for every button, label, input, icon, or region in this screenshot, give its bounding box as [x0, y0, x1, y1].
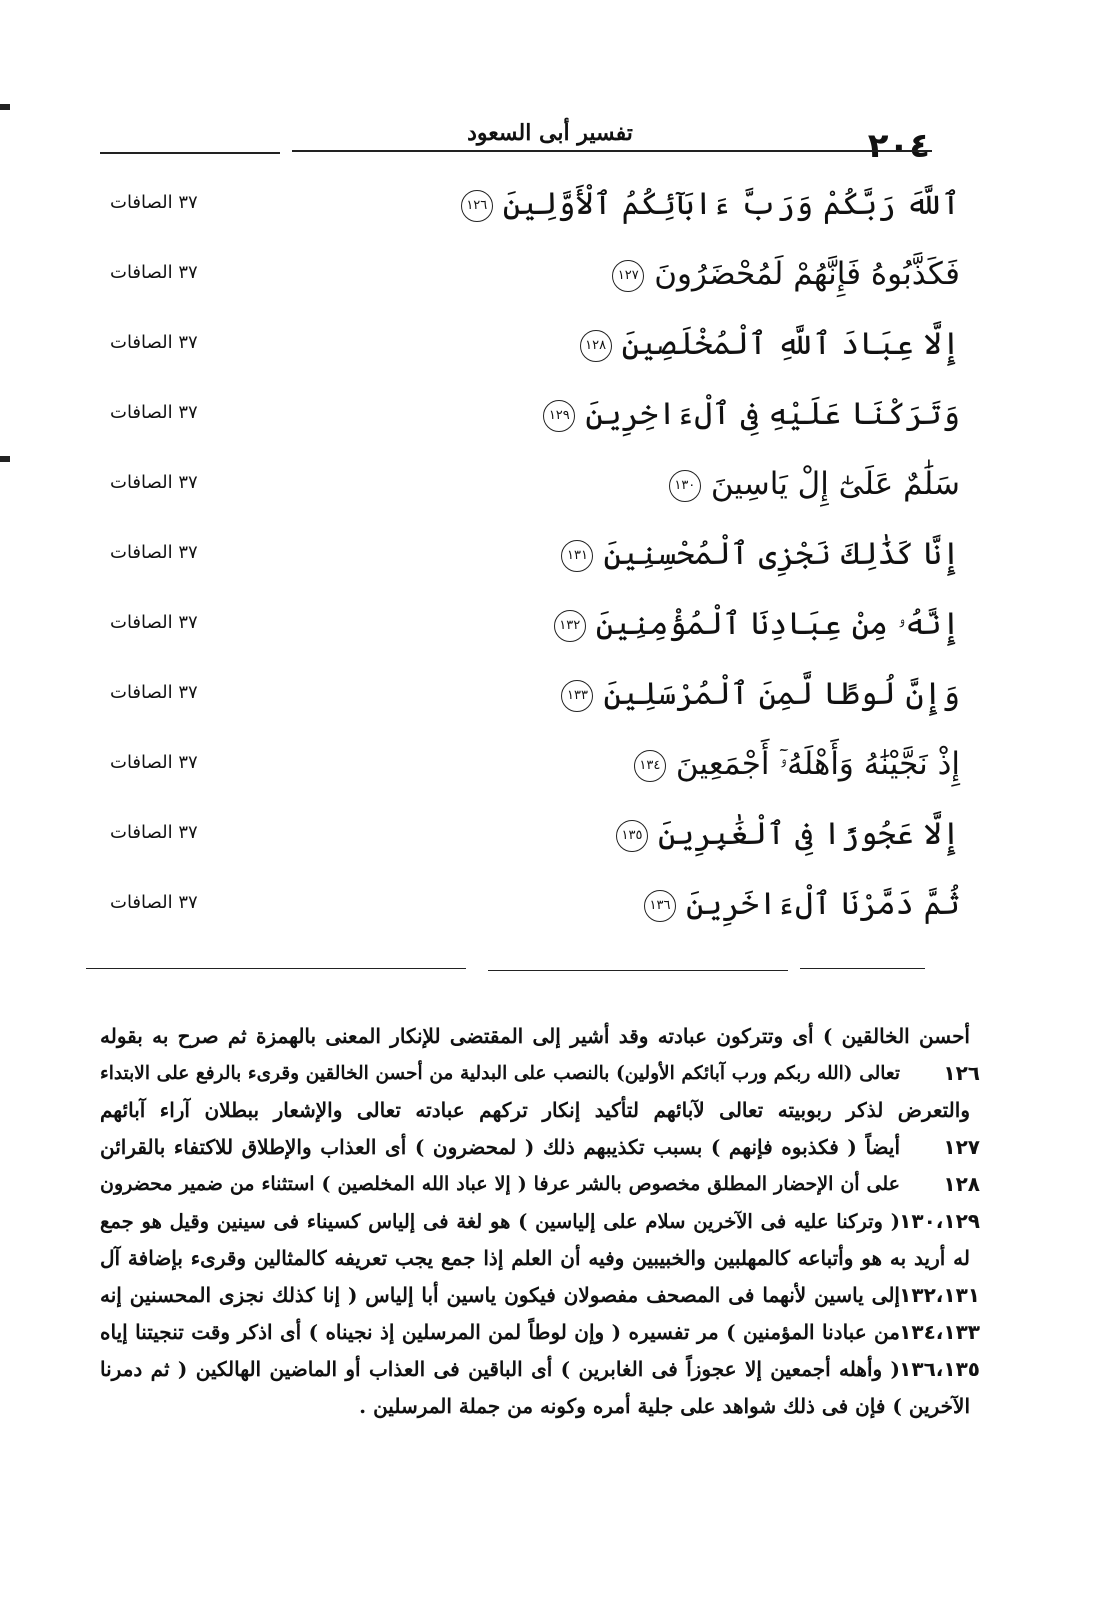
commentary-line	[90, 1092, 970, 1129]
verse-number-marker: ١٣٤	[634, 750, 666, 782]
verse-text	[461, 186, 960, 222]
header-rule	[292, 150, 932, 152]
commentary-line	[90, 1129, 980, 1166]
commentary-text: على أن الإحضار المطلق مخصوص بالشر عرفا ( إلا عباد الله المخلصين ) استثناء من ضمير محضرون	[100, 1173, 900, 1195]
verse-body: إِلَّا عِبَادَ ٱللَّهِ ٱلْمُخْلَصِينَ	[621, 326, 960, 362]
commentary-text: تعالى (الله ربكم ورب آبائكم الأولين) بالنصب على البدلية من أحسن الخالقين وقرىء بالرفع على الابتداء	[100, 1063, 900, 1084]
page-number: ٢٠٤	[867, 126, 930, 166]
verse-row	[100, 180, 960, 250]
verse-body: وَإِنَّ لُوطًا لَّمِنَ ٱلْمُرْسَلِينَ	[603, 676, 960, 712]
verse-text	[580, 326, 960, 362]
surah-reference: ٣٧ الصافات	[110, 262, 198, 283]
surah-reference: ٣٧ الصافات	[110, 752, 198, 773]
verse-text	[644, 886, 960, 922]
surah-reference: ٣٧ الصافات	[110, 822, 198, 843]
verse-body: إِلَّا عَجُوزًا فِى ٱلْغَٰبِرِينَ	[657, 816, 960, 852]
verse-range-reference: ١٢٧	[943, 1135, 980, 1159]
scan-mark	[0, 104, 10, 110]
verse-number-marker: ١٣٥	[616, 820, 648, 852]
verse-body: وَتَرَكْنَا عَلَيْهِ فِى ٱلْءَاخِرِينَ	[585, 396, 960, 432]
commentary-text: له أريد به هو وأتباعه كالمهلبين والخبيبين وفيه أن العلم إذا جمع يجب تعريفه كالمثالين وقرىء بإضافة آل	[100, 1246, 970, 1270]
commentary-text: ( وتركنا عليه فى الآخرين سلام على إلياسين ) هو لغة فى إلياس كسيناء فى سينين وقيل هو جمع	[100, 1210, 900, 1233]
commentary-text: أيضاً ( فكذبوه فإنهم ) بسبب تكذيبهم ذلك ( لمحضرون ) أى العذاب والإطلاق للاكتفاء بالقرائن	[100, 1135, 900, 1159]
verse-number-marker: ١٣٠	[669, 470, 701, 502]
separator-rule	[86, 968, 466, 969]
verse-row	[100, 320, 960, 390]
running-title: تفسير أبى السعود	[467, 120, 633, 146]
commentary-text: والتعرض لذكر ربوبيته تعالى لآبائهم لتأكيد إنكار تركهم عبادته تعالى والإشعار ببطلان آراء آبائهم	[100, 1098, 970, 1122]
surah-reference: ٣٧ الصافات	[110, 682, 198, 703]
header-rule	[100, 152, 280, 154]
commentary-text: أحسن الخالقين ) أى وتتركون عبادته وقد أشير إلى المقتضى للإنكار المعنى بالهمزة ثم صرح به بقوله	[100, 1024, 970, 1048]
commentary-block	[90, 1018, 980, 1425]
verse-row	[100, 670, 960, 740]
verse-row	[100, 250, 960, 320]
commentary-line	[90, 1240, 970, 1277]
verse-row	[100, 880, 960, 950]
verse-row	[100, 740, 960, 810]
commentary-line	[90, 1203, 980, 1240]
verse-row	[100, 530, 960, 600]
surah-reference: ٣٧ الصافات	[110, 402, 198, 423]
verse-text	[616, 816, 960, 852]
verse-range-reference: ١٢٨	[943, 1172, 980, 1196]
verse-body: فَكَذَّبُوهُ فَإِنَّهُمْ لَمُحْضَرُونَ	[654, 256, 960, 292]
commentary-line	[90, 1166, 980, 1203]
verse-body: إِنَّهُۥ مِنْ عِبَادِنَا ٱلْمُؤْمِنِينَ	[595, 606, 960, 642]
verse-text	[554, 606, 960, 643]
surah-reference: ٣٧ الصافات	[110, 472, 198, 493]
verse-body: سَلَٰمٌ عَلَىٰٓ إِلْ يَاسِينَ	[710, 466, 960, 502]
commentary-line	[90, 1018, 970, 1055]
verse-range-reference: ١٢٦	[943, 1061, 980, 1085]
verse-body: إِذْ نَجَّيْنَٰهُ وَأَهْلَهُۥٓ أَجْمَعِينَ	[675, 746, 960, 782]
verse-text	[669, 466, 960, 502]
verse-number-marker: ١٢٦	[461, 190, 493, 222]
scan-mark	[0, 456, 10, 462]
verse-text	[634, 746, 960, 783]
separator-rule	[488, 970, 788, 971]
verse-number-marker: ١٣٦	[644, 890, 676, 922]
surah-reference: ٣٧ الصافات	[110, 332, 198, 353]
verse-range-reference: ١٣٠،١٢٩	[899, 1209, 980, 1233]
verse-range-reference: ١٣٢،١٣١	[899, 1283, 980, 1307]
commentary-line	[90, 1277, 980, 1314]
verse-text	[612, 256, 960, 292]
verse-number-marker: ١٣٣	[561, 680, 593, 712]
verse-row	[100, 810, 960, 880]
verse-row	[100, 390, 960, 460]
verse-range-reference: ١٣٦،١٣٥	[899, 1357, 980, 1381]
commentary-text: إلى ياسين لأنهما فى المصحف مفصولان فيكون ياسين أبا إلياس ( إنا كذلك نجزى المحسنين إنه	[100, 1283, 900, 1307]
commentary-line	[90, 1055, 980, 1092]
surah-reference: ٣٧ الصافات	[110, 542, 198, 563]
verse-range-reference: ١٣٤،١٣٣	[899, 1320, 980, 1344]
commentary-text: من عبادنا المؤمنين ) مر تفسيره ( وإن لوطاً لمن المرسلين إذ نجيناه ) أى اذكر وقت تنجيتنا إياه	[100, 1320, 900, 1344]
commentary-text: الآخرين ) فإن فى ذلك شواهد على جلية أمره وكونه من جملة المرسلين .	[359, 1394, 970, 1418]
verse-body: ٱللَّهَ رَبَّكُمْ وَرَبَّ ءَابَآئِكُمُ ٱلْأَوَّلِينَ	[502, 186, 960, 222]
separator-rule	[800, 968, 925, 969]
surah-reference: ٣٧ الصافات	[110, 192, 198, 213]
page-header	[100, 108, 960, 168]
verse-row	[100, 600, 960, 670]
verse-list	[100, 180, 960, 1010]
commentary-line	[90, 1388, 970, 1425]
verse-number-marker: ١٣١	[561, 540, 593, 572]
verse-number-marker: ١٣٢	[554, 610, 586, 642]
verse-body: ثُمَّ دَمَّرْنَا ٱلْءَاخَرِينَ	[685, 886, 960, 922]
verse-body: إِنَّا كَذَٰلِكَ نَجْزِى ٱلْمُحْسِنِينَ	[603, 536, 960, 572]
surah-reference: ٣٧ الصافات	[110, 612, 198, 633]
commentary-line	[90, 1314, 980, 1351]
verse-text	[561, 536, 960, 572]
verse-text	[543, 396, 960, 432]
verse-row	[100, 460, 960, 530]
verse-number-marker: ١٢٨	[580, 330, 612, 362]
verse-number-marker: ١٢٧	[612, 260, 644, 292]
commentary-text: ( وأهله أجمعين إلا عجوزاً فى الغابرين ) أى الباقين فى العذاب أو الماضين الهالكين ( ثم دمرنا	[100, 1357, 900, 1381]
verse-text	[561, 676, 960, 712]
verse-number-marker: ١٢٩	[543, 400, 575, 432]
commentary-line	[90, 1351, 980, 1388]
surah-reference: ٣٧ الصافات	[110, 892, 198, 913]
